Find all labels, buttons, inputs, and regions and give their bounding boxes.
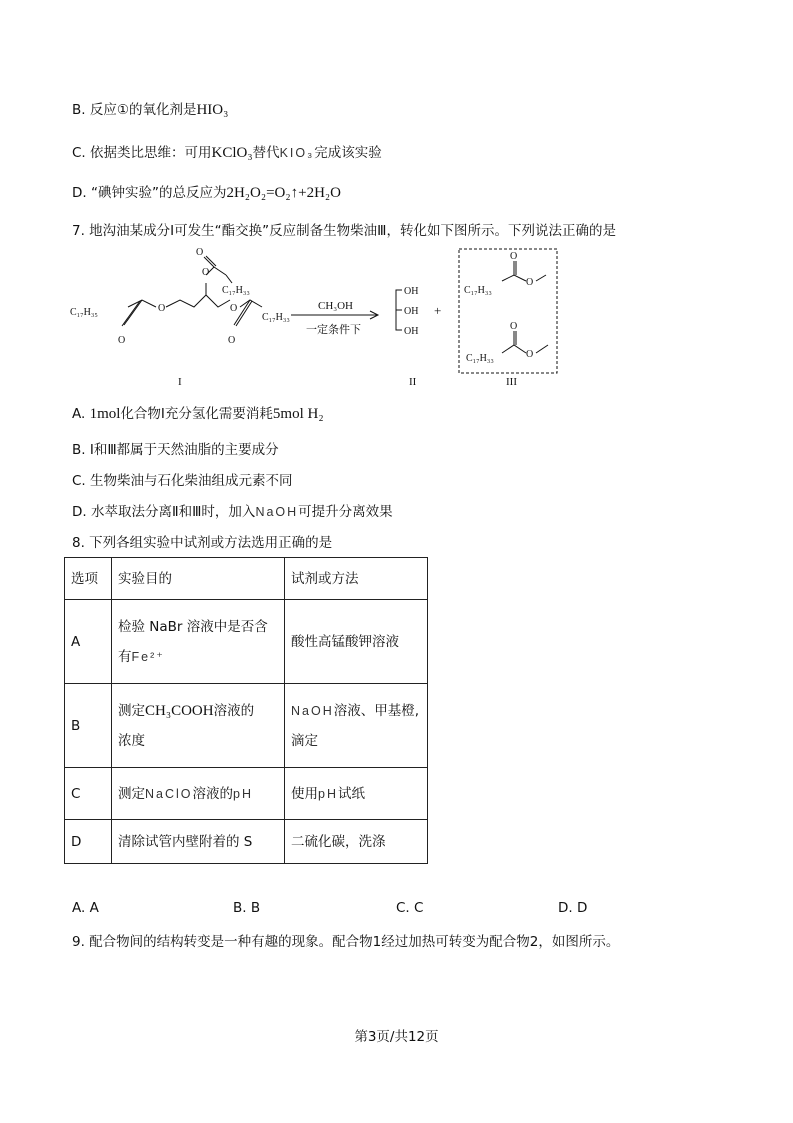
q6-option-b-formula: HIO₃: [196, 102, 229, 118]
header-method: 试剂或方法: [285, 558, 428, 600]
row-b-method-formula: NaOH: [291, 703, 334, 718]
row-d-option: D: [65, 820, 112, 864]
table-row: [65, 768, 428, 820]
row-a-option: A: [65, 600, 112, 684]
row-c-purpose-formula: NaClO: [145, 786, 193, 801]
q6-option-c-text1: C. 依据类比思维：可用: [72, 145, 212, 161]
row-b-purpose-line2: 浓度: [118, 732, 145, 749]
row-a-purpose-line1: 检验 NaBr 溶液中是否含: [118, 618, 268, 635]
q6-option-d-equation: 2H₂O₂=O₂↑+2H₂O: [226, 185, 341, 201]
row-d-purpose: 清除试管内壁附着的 S: [112, 820, 285, 864]
chain-c17h33-right: C₁₇H₃₃: [262, 312, 290, 323]
row-c-purpose-formula2: pH: [233, 786, 253, 801]
row-b-purpose-formula: CH₃COOH: [145, 702, 214, 719]
q8-option-b: B. B: [233, 900, 261, 916]
q7-option-d-text2: 可提升分离效果: [298, 504, 393, 520]
q7-option-b: B. Ⅰ和Ⅲ都属于天然油脂的主要成分: [72, 442, 279, 458]
ester-o-3: O: [230, 303, 238, 314]
row-c-option: C: [65, 768, 112, 820]
row-b-purpose: [112, 684, 285, 768]
table-row: [65, 600, 428, 684]
q6-option-d-text: D. “碘钟实验”的总反应为: [72, 185, 227, 201]
page-footer: 第3页/共12页: [354, 1029, 439, 1045]
oh-1: OH: [404, 286, 419, 297]
q8-table: [64, 557, 428, 864]
row-d-method: 二硫化碳，洗涤: [285, 820, 428, 864]
q6-option-c-formula2: KIO₃: [279, 146, 315, 160]
row-a-purpose-formula: Fe²⁺: [131, 649, 165, 664]
q7-option-a-formula1: 1mol: [89, 406, 121, 422]
oh-3: OH: [404, 326, 419, 337]
q7-option-c: C. 生物柴油与石化柴油组成元素不同: [72, 473, 293, 489]
row-c-purpose-text1: 测定: [118, 785, 145, 802]
q8-stem: 8. 下列各组实验中试剂或方法选用正确的是: [72, 535, 333, 551]
carbonyl-o-iii-top: O: [510, 251, 518, 262]
q7-option-a-letter: A.: [72, 406, 86, 422]
row-b-purpose-text1: 测定: [118, 702, 145, 719]
q9-stem: 9. 配合物间的结构转变是一种有趣的现象。配合物1经过加热可转变为配合物2，如图所示。: [72, 934, 620, 950]
condition-label: 一定条件下: [306, 323, 361, 336]
q8-option-a: A. A: [72, 900, 99, 916]
q6-option-b-text: B. 反应①的氧化剂是: [72, 102, 197, 118]
row-b-method: [285, 684, 428, 768]
row-c-method-text2: 试纸: [337, 785, 365, 802]
chain-iii-bottom: C₁₇H₃₃: [466, 353, 494, 364]
row-b-method-line2: 滴定: [291, 732, 318, 749]
q7-option-a-formula2: 5mol H₂: [272, 406, 324, 422]
q8-option-d: D. D: [558, 900, 588, 916]
chain-iii-top: C₁₇H₃₃: [464, 285, 492, 296]
q7-option-a: [72, 404, 324, 424]
row-a-purpose: [112, 600, 285, 684]
carbonyl-o-1: O: [118, 335, 126, 346]
ester-exchange-scheme: [66, 245, 566, 395]
carbonyl-o-2: O: [196, 247, 204, 258]
q6-option-c-text2: 替代: [252, 145, 280, 161]
q6-option-c-text3: 完成该实验: [314, 145, 382, 161]
row-c-method: [285, 768, 428, 820]
header-option: 选项: [65, 558, 112, 600]
q7-option-d: [72, 502, 393, 522]
carbonyl-o-iii-bottom: O: [510, 321, 518, 332]
carbonyl-o-3: O: [228, 335, 236, 346]
plus-sign: +: [434, 303, 442, 318]
chain-c17h35: C₁₇H₃₅: [70, 307, 98, 318]
q7-stem: 7. 地沟油某成分Ⅰ可发生“酯交换”反应制备生物柴油Ⅲ，转化如下图所示。下列说法正确的是: [72, 223, 616, 239]
oh-2: OH: [404, 306, 419, 317]
row-c-purpose: [112, 768, 285, 820]
label-ii: II: [409, 376, 417, 388]
q7-option-d-formula: NaOH: [255, 505, 299, 519]
q6-option-c: [72, 143, 382, 163]
table-row: [65, 820, 428, 864]
q6-option-c-formula1: KClO₃: [211, 145, 253, 161]
chain-c17h33-top: C₁₇H₃₃: [222, 285, 250, 296]
header-purpose: 实验目的: [112, 558, 285, 600]
row-a-method: 酸性高锰酸钾溶液: [285, 600, 428, 684]
label-iii: III: [506, 376, 517, 388]
q7-option-d-text1: D. 水萃取法分离Ⅱ和Ⅲ时，加入: [72, 504, 256, 520]
table-header-row: [65, 558, 428, 600]
ester-o-2: O: [202, 267, 210, 278]
row-a-purpose-text: 有: [118, 648, 132, 665]
q6-option-d: [72, 183, 341, 203]
q7-option-a-text: 化合物Ⅰ充分氢化需要消耗: [120, 406, 273, 422]
table-row: [65, 684, 428, 768]
ester-o-1: O: [158, 303, 166, 314]
row-b-method-text1: 溶液、甲基橙,: [333, 702, 420, 719]
q8-option-c: C. C: [396, 900, 424, 916]
ester-o-iii-bottom: O: [526, 349, 534, 360]
row-c-purpose-text2: 溶液的: [192, 785, 234, 802]
row-b-method-line1: [291, 696, 421, 726]
ester-o-iii-top: O: [526, 277, 534, 288]
row-b-purpose-text2: 溶液的: [213, 702, 255, 719]
q6-option-b: [72, 100, 228, 120]
row-b-purpose-line1: [118, 696, 278, 726]
row-b-option: B: [65, 684, 112, 768]
row-c-method-text1: 使用: [291, 785, 318, 802]
row-a-purpose-line2: [118, 642, 278, 672]
reagent-label: CH₃OH: [318, 300, 354, 312]
row-c-method-formula: pH: [318, 786, 338, 801]
label-i: I: [178, 376, 182, 388]
